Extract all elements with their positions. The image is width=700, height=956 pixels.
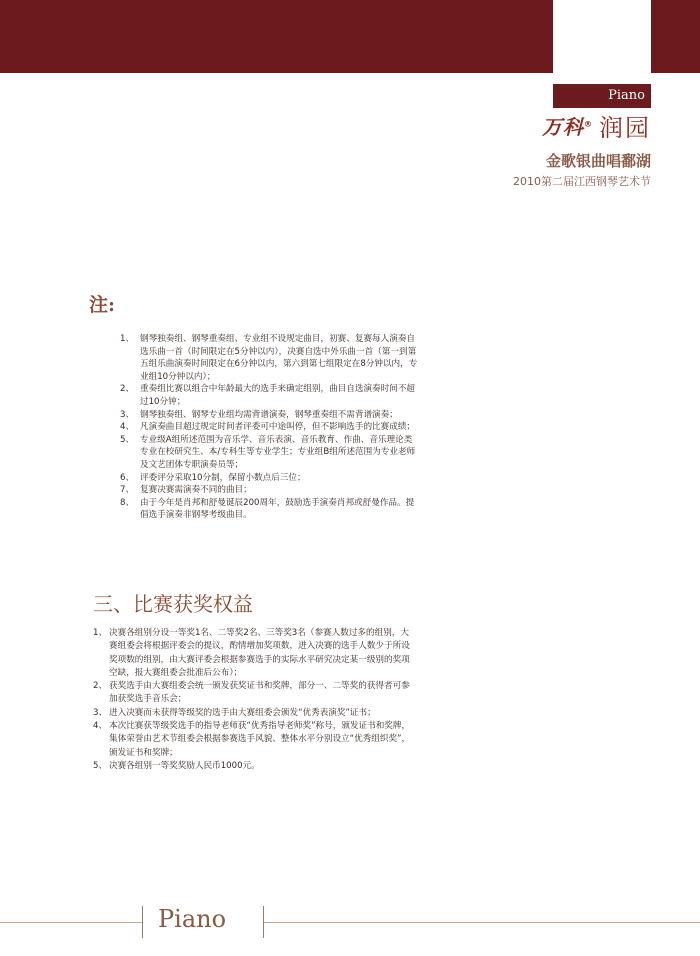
logo-brand-text (542, 111, 593, 140)
list-item: 4、 凡演奏曲目超过规定时间者评委可中途叫停，但不影响选手的比赛成绩； (120, 422, 416, 433)
footer-rule-left (0, 922, 142, 923)
header-piano-tab: Piano (553, 84, 651, 108)
footer-piano-word: Piano (158, 905, 227, 933)
list-item: 5、 专业级A组所述范围为音乐学、音乐表演、音乐教育、作曲、音乐理论类专业在校研究生、本/专科生等专业学生；专业组B组所述范围为专业老师及文艺团体专职演奏员等； (120, 434, 416, 470)
footer-rule-right (264, 922, 700, 923)
list-item: 1、 钢琴独奏组、钢琴重奏组、专业组不设规定曲目，初赛、复赛每人演奏自选乐曲一首（时间限定在5分钟以内），决赛自选中外乐曲一首（第一到第五组乐曲演奏时间限定在6分钟以内，第六到第七组限定在8分钟以内，专业组10分钟以内）； (120, 334, 418, 382)
list-item: 5、 决赛各组别一等奖奖励人民币1000元。 (93, 760, 260, 771)
awards-list (93, 627, 413, 773)
brand-logo (542, 110, 651, 140)
footer-tick-left (142, 906, 143, 938)
logo-brand-name: 万科 (542, 114, 584, 139)
list-item: 2、 重奏组比赛以组合中年龄最大的选手来确定组别，曲目自选演奏时间不超过10分钟； (120, 384, 416, 407)
notes-title: 注: (89, 294, 116, 316)
notes-list (120, 333, 420, 522)
list-item: 4、 本次比赛获等级奖选手的指导老师获“优秀指导老师奖”称号，颁发证书和奖牌，集体荣誉由艺术节组委会根据参赛选手风貌、整体水平分别设立“优秀组织奖”，颁发证书和奖牌； (93, 721, 411, 758)
list-item: 3、 进入决赛而未获得等级奖的选手由大赛组委会颁发“优秀表演奖”证书； (93, 707, 376, 718)
list-item: 3、 钢琴独奏组、钢琴专业组均需背谱演奏，钢琴重奏组不需背谱演奏； (120, 409, 398, 420)
list-item: 6、 评委评分采取10分制，保留小数点后三位； (120, 472, 306, 483)
event-name: 金歌银曲唱鄱湖 (545, 152, 651, 170)
logo-project-name: 润园 (599, 113, 651, 142)
top-band-gap (553, 0, 651, 73)
list-item: 7、 复赛决赛需演奏不同的曲目； (120, 485, 252, 496)
event-subtitle: 2010第二届江西钢琴艺术节 (513, 175, 651, 188)
list-item: 1、 决赛各组别分设一等奖1名、二等奖2名、三等奖3名（参赛人数过多的组别，大赛组委会将根据评委会的提议，酌情增加奖项数，进入决赛的选手人数少于所设奖项数的组别，由大赛评委会根据参赛选手的实际水平研究决定某一级别的奖项空缺，报大赛组委会批准后公布）； (93, 628, 410, 678)
list-item: 8、 由于今年是肖邦和舒曼诞辰200周年，鼓励选手演奏肖邦或舒曼作品。提倡选手演奏非钢琴考级曲目。 (120, 497, 415, 521)
logo-registered-mark: ® (584, 118, 593, 128)
list-item: 2、 获奖选手由大赛组委会统一颁发获奖证书和奖牌，部分一、二等奖的获得者可参加获奖选手音乐会； (93, 681, 410, 705)
awards-section-title: 三、比赛获奖权益 (93, 592, 253, 616)
